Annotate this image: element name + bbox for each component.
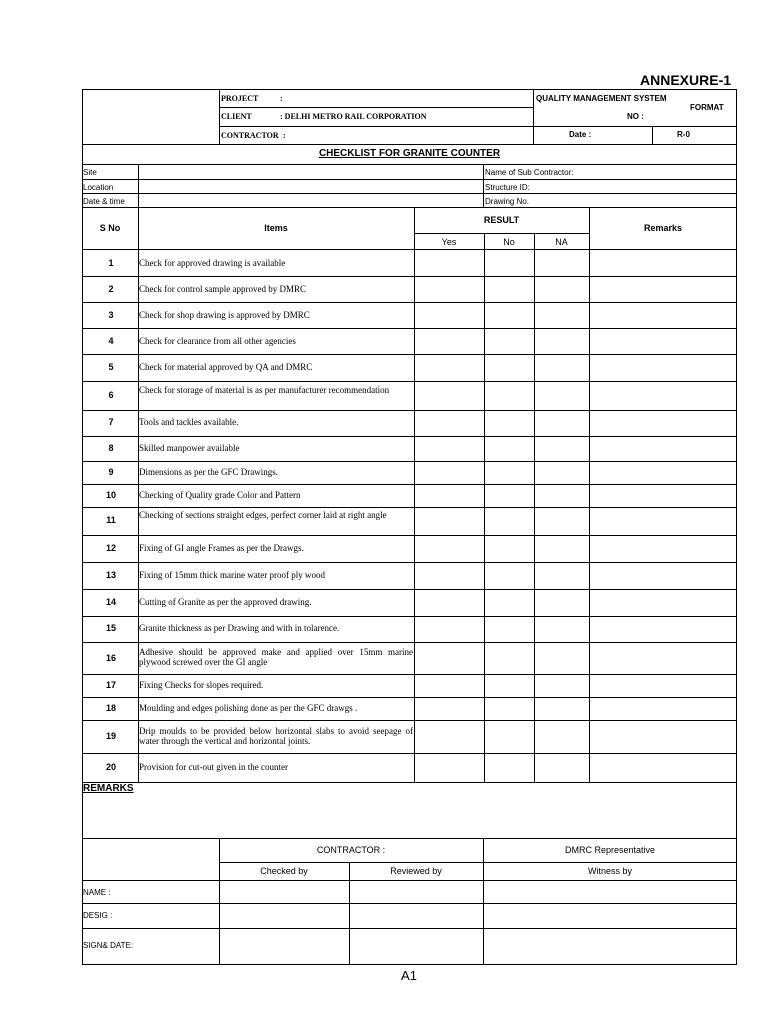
- row-sno: 1: [108, 258, 114, 268]
- sign-date-label: SIGN& DATE:: [83, 941, 134, 950]
- row-sno: 17: [105, 680, 116, 690]
- format-no: NO :: [627, 112, 644, 121]
- info-line: [82, 207, 737, 208]
- row-item: Checking of sections straight edges, perfect corner laid at right angle: [139, 510, 387, 520]
- format-label: FORMAT: [690, 103, 724, 112]
- row-line: [82, 674, 737, 675]
- row-item: Fixing of 15mm thick marine water proof ply wood: [139, 570, 325, 580]
- reviewed-by: Reviewed by: [390, 866, 442, 876]
- contractor-colon: :: [283, 131, 286, 140]
- row-item: Fixing of GI angle Frames as per the Drawgs.: [139, 543, 304, 553]
- row-line: [82, 697, 737, 698]
- row-sno: 11: [106, 515, 116, 525]
- row-line: [82, 562, 737, 563]
- no-header: No: [503, 237, 515, 247]
- row-item: Adhesive should be approved make and applied over 15mm marine plywood screwed over the GI angle: [139, 647, 413, 667]
- row-line: [82, 484, 737, 485]
- row-item: Check for approved drawing is available: [139, 258, 286, 268]
- signoff-divider: [349, 862, 350, 964]
- checklist-form: [82, 89, 737, 965]
- structure-id-label: Structure ID:: [485, 183, 530, 192]
- row-line: [82, 328, 737, 329]
- project-label: PROJECT: [221, 94, 259, 103]
- row-line: [82, 249, 737, 250]
- signoff-line: [82, 880, 737, 881]
- row-sno: 4: [108, 336, 114, 346]
- row-sno: 18: [105, 703, 116, 713]
- row-item: Check for storage of material is as per manufacturer recommendation: [139, 385, 390, 395]
- date-label: Date :: [569, 130, 592, 139]
- row-line: [82, 302, 737, 303]
- desig-label: DESIG :: [83, 911, 113, 920]
- row-item: Skilled manpower available: [139, 443, 240, 453]
- signoff-divider: [483, 838, 484, 964]
- row-line: [82, 753, 737, 754]
- row-line: [82, 381, 737, 382]
- row-item: Tools and tackles available.: [139, 417, 239, 427]
- row-item: Check for control sample approved by DMRC: [139, 284, 306, 294]
- row-sno: 10: [105, 490, 116, 500]
- row-item: Granite thickness as per Drawing and with in tolarence.: [139, 623, 340, 633]
- row-line: [82, 589, 737, 590]
- revision: R-0: [677, 130, 690, 139]
- checklist-title: CHECKLIST FOR GRANITE COUNTER: [318, 148, 501, 159]
- row-line: [82, 461, 737, 462]
- client-value: : DELHI METRO RAIL CORPORATION: [280, 112, 427, 121]
- checked-by: Checked by: [260, 866, 308, 876]
- signoff-divider: [219, 838, 220, 964]
- result-line: [414, 233, 589, 234]
- row-sno: 3: [108, 310, 114, 320]
- row-item: Check for shop drawing is approved by DMRC: [139, 310, 310, 320]
- row-item: Check for material approved by QA and DMRC: [139, 362, 313, 372]
- row-line: [82, 436, 737, 437]
- contractor-signoff: CONTRACTOR :: [316, 845, 386, 855]
- client-label: CLIENT: [221, 112, 252, 121]
- annexure-label: ANNEXURE-1: [640, 72, 732, 88]
- row-item: Check for clearance from all other agencies: [139, 336, 296, 346]
- page-footer: A1: [401, 968, 417, 983]
- row-item: Fixing Checks for slopes required.: [139, 680, 264, 690]
- row-line: [82, 354, 737, 355]
- row-item: Provision for cut-out given in the counter: [139, 762, 288, 772]
- row-item: Dimensions as per the GFC Drawings.: [139, 467, 278, 477]
- remarks-label: REMARKS: [83, 783, 134, 794]
- info-divider: [138, 164, 139, 207]
- info-line: [82, 179, 737, 180]
- dmrc-representative: DMRC Representative: [564, 845, 656, 855]
- row-sno: 6: [108, 390, 114, 400]
- row-line: [82, 535, 737, 536]
- row-sno: 7: [108, 417, 114, 427]
- row-line: [82, 642, 737, 643]
- date-time-label: Date & time: [83, 197, 125, 206]
- row-sno: 19: [105, 731, 116, 741]
- site-label: Site: [83, 168, 97, 177]
- row-line: [82, 507, 737, 508]
- sub-contractor-label: Name of Sub Contractor:: [485, 168, 574, 177]
- result-header: RESULT: [483, 215, 520, 225]
- row-sno: 15: [105, 623, 116, 633]
- row-sno: 16: [105, 653, 116, 663]
- row-sno: 20: [105, 762, 116, 772]
- sno-header: S No: [99, 223, 121, 233]
- contractor-label: CONTRACTOR: [221, 131, 279, 140]
- remarks-line: [82, 838, 737, 839]
- table-col-line: [414, 207, 415, 782]
- remarks-header: Remarks: [643, 223, 683, 233]
- header-line: [82, 144, 737, 145]
- na-header: NA: [555, 237, 568, 247]
- row-sno: 13: [105, 570, 116, 580]
- header-divider: [652, 126, 653, 144]
- row-line: [82, 616, 737, 617]
- header-divider: [219, 89, 220, 144]
- info-divider: [483, 164, 484, 207]
- qms-label: QUALITY MANAGEMENT SYSTEM: [536, 94, 667, 103]
- row-line: [82, 720, 737, 721]
- info-line: [82, 193, 737, 194]
- title-line: [82, 164, 737, 165]
- location-label: Location: [83, 183, 114, 192]
- project-colon: :: [280, 94, 283, 103]
- header-line: [219, 107, 533, 108]
- row-sno: 14: [105, 597, 116, 607]
- row-sno: 2: [108, 284, 114, 294]
- row-item: Drip moulds to be provided below horizontal slabs to avoid seepage of water through the vertical and horizontal joints.: [139, 726, 413, 746]
- row-line: [82, 276, 737, 277]
- row-sno: 8: [108, 443, 114, 453]
- yes-header: Yes: [441, 237, 457, 247]
- row-sno: 9: [108, 467, 114, 477]
- witness-by: Witness by: [587, 866, 632, 876]
- row-item: Checking of Quality grade Color and Pattern: [139, 490, 301, 500]
- row-item: Moulding and edges polishing done as per the GFC drawgs .: [139, 703, 358, 713]
- signoff-line: [219, 862, 737, 863]
- row-line: [82, 782, 737, 783]
- name-label: NAME :: [83, 888, 111, 897]
- table-col-line: [589, 207, 590, 782]
- signoff-line: [82, 903, 737, 904]
- signoff-line: [82, 928, 737, 929]
- row-item: Cutting of Granite as per the approved drawing.: [139, 597, 312, 607]
- row-sno: 5: [108, 362, 114, 372]
- drawing-no-label: Drawing No.: [485, 197, 530, 206]
- header-divider: [533, 89, 534, 144]
- row-line: [82, 410, 737, 411]
- header-line: [219, 126, 737, 127]
- items-header: Items: [264, 223, 288, 233]
- row-sno: 12: [105, 543, 116, 553]
